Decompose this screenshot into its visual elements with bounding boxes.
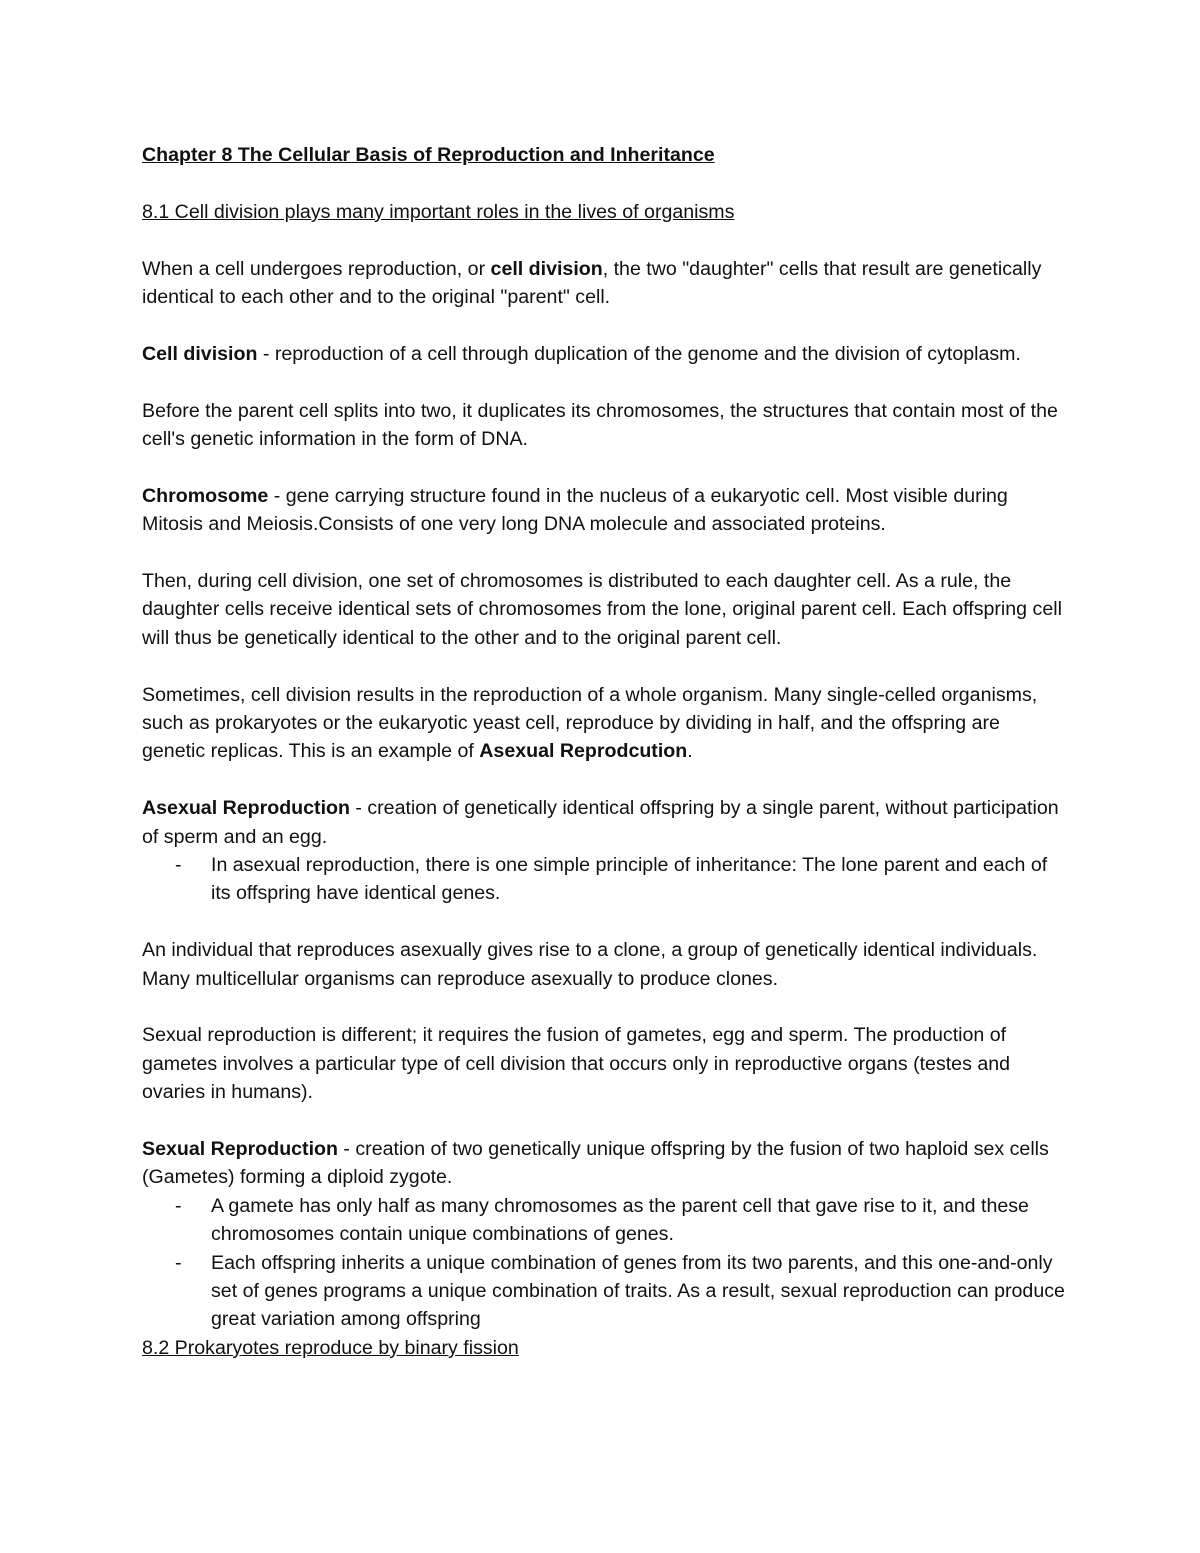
definition-text: - reproduction of a cell through duplication of the genome and the division of cytoplasm. <box>257 342 1021 365</box>
paragraph-text: When a cell undergoes reproduction, or <box>142 257 491 280</box>
bold-term: cell division <box>490 257 603 280</box>
definition-text: - creation of genetically identical offspring by a single parent, without participation of sperm and an egg. <box>142 797 1059 848</box>
definition-cell-division <box>142 340 1067 368</box>
definition-term: Cell division <box>142 342 258 365</box>
paragraph-clones: An individual that reproduces asexually gives rise to a clone, a group of genetically identical individuals. Many multicellular organisms can reproduce asexually to produce clones. <box>142 939 1038 990</box>
list-item <box>142 1249 1067 1334</box>
definition-asexual-reproduction <box>142 794 1067 851</box>
paragraph-sexual-reproduction: Sexual reproduction is different; it requires the fusion of gametes, egg and sperm. The production of gametes involves a particular type of cell division that occurs only in reproductive organs (testes and ovaries in humans). <box>142 1024 1011 1104</box>
paragraph-asexual-example <box>142 681 1067 766</box>
section-heading-8-1: 8.1 Cell division plays many important roles in the lives of organisms <box>142 200 735 223</box>
list-item-text: Each offspring inherits a unique combination of genes from its two parents, and this one-and-only set of genes programs a unique combination of traits. As a result, sexual reproduction can produce great variation among offspring <box>211 1251 1065 1331</box>
list-item <box>142 1192 1067 1249</box>
paragraph-text: Sometimes, cell division results in the reproduction of a whole organism. Many single-celled organisms, such as prokaryotes or the eukaryotic yeast cell, reproduce by dividing in half, and the offspring are genetic replicas. This is an example of <box>142 683 1038 763</box>
paragraph-text: . <box>687 740 693 763</box>
definition-text: - gene carrying structure found in the nucleus of a eukaryotic cell. Most visible during Mitosis and Meiosis.Consists of one very long DNA molecule and associated proteins. <box>142 484 1008 536</box>
definition-term: Sexual Reproduction <box>142 1138 338 1161</box>
document-title: Chapter 8 The Cellular Basis of Reproduction and Inheritance <box>142 144 715 166</box>
bullet-dash: - <box>175 854 182 877</box>
bullet-dash: - <box>175 1251 182 1274</box>
definition-chromosome <box>142 482 1067 539</box>
list-item-text: A gamete has only half as many chromosomes as the parent cell that gave rise to it, and these chromosomes contain unique combinations of genes. <box>211 1194 1029 1246</box>
sexual-bullet-list <box>142 1192 1067 1334</box>
document-page <box>142 141 1067 1362</box>
definition-text: - creation of two genetically unique offspring by the fusion of two haploid sex cells (Gametes) forming a diploid zygote. <box>142 1138 1049 1189</box>
paragraph-chromosome-duplication: Before the parent cell splits into two, it duplicates its chromosomes, the structures that contain most of the cell's genetic information in the form of DNA. <box>142 399 1058 450</box>
definition-term: Chromosome <box>142 484 269 507</box>
definition-term: Asexual Reproduction <box>142 797 350 820</box>
section-heading-8-2: 8.2 Prokaryotes reproduce by binary fission <box>142 1336 519 1359</box>
paragraph-chromosome-distribution: Then, during cell division, one set of chromosomes is distributed to each daughter cell. As a rule, the daughter cells receive identical sets of chromosomes from the lone, original parent cell. Each offspring cell will thus be genetically identical to the other and to the original parent cell. <box>142 570 1062 649</box>
definition-sexual-reproduction <box>142 1135 1067 1192</box>
list-item-text: In asexual reproduction, there is one simple principle of inheritance: The lone parent and each of its offspring have identical genes. <box>211 854 1048 905</box>
asexual-bullet-list <box>142 851 1067 908</box>
bullet-dash: - <box>175 1194 182 1217</box>
bold-term: Asexual Reprodcution <box>479 740 688 763</box>
paragraph-cell-division-intro <box>142 255 1067 312</box>
list-item <box>142 851 1067 908</box>
paragraph-text: , the two "daughter" cells that result are genetically identical to each other and to the original "parent" cell. <box>142 257 1042 308</box>
